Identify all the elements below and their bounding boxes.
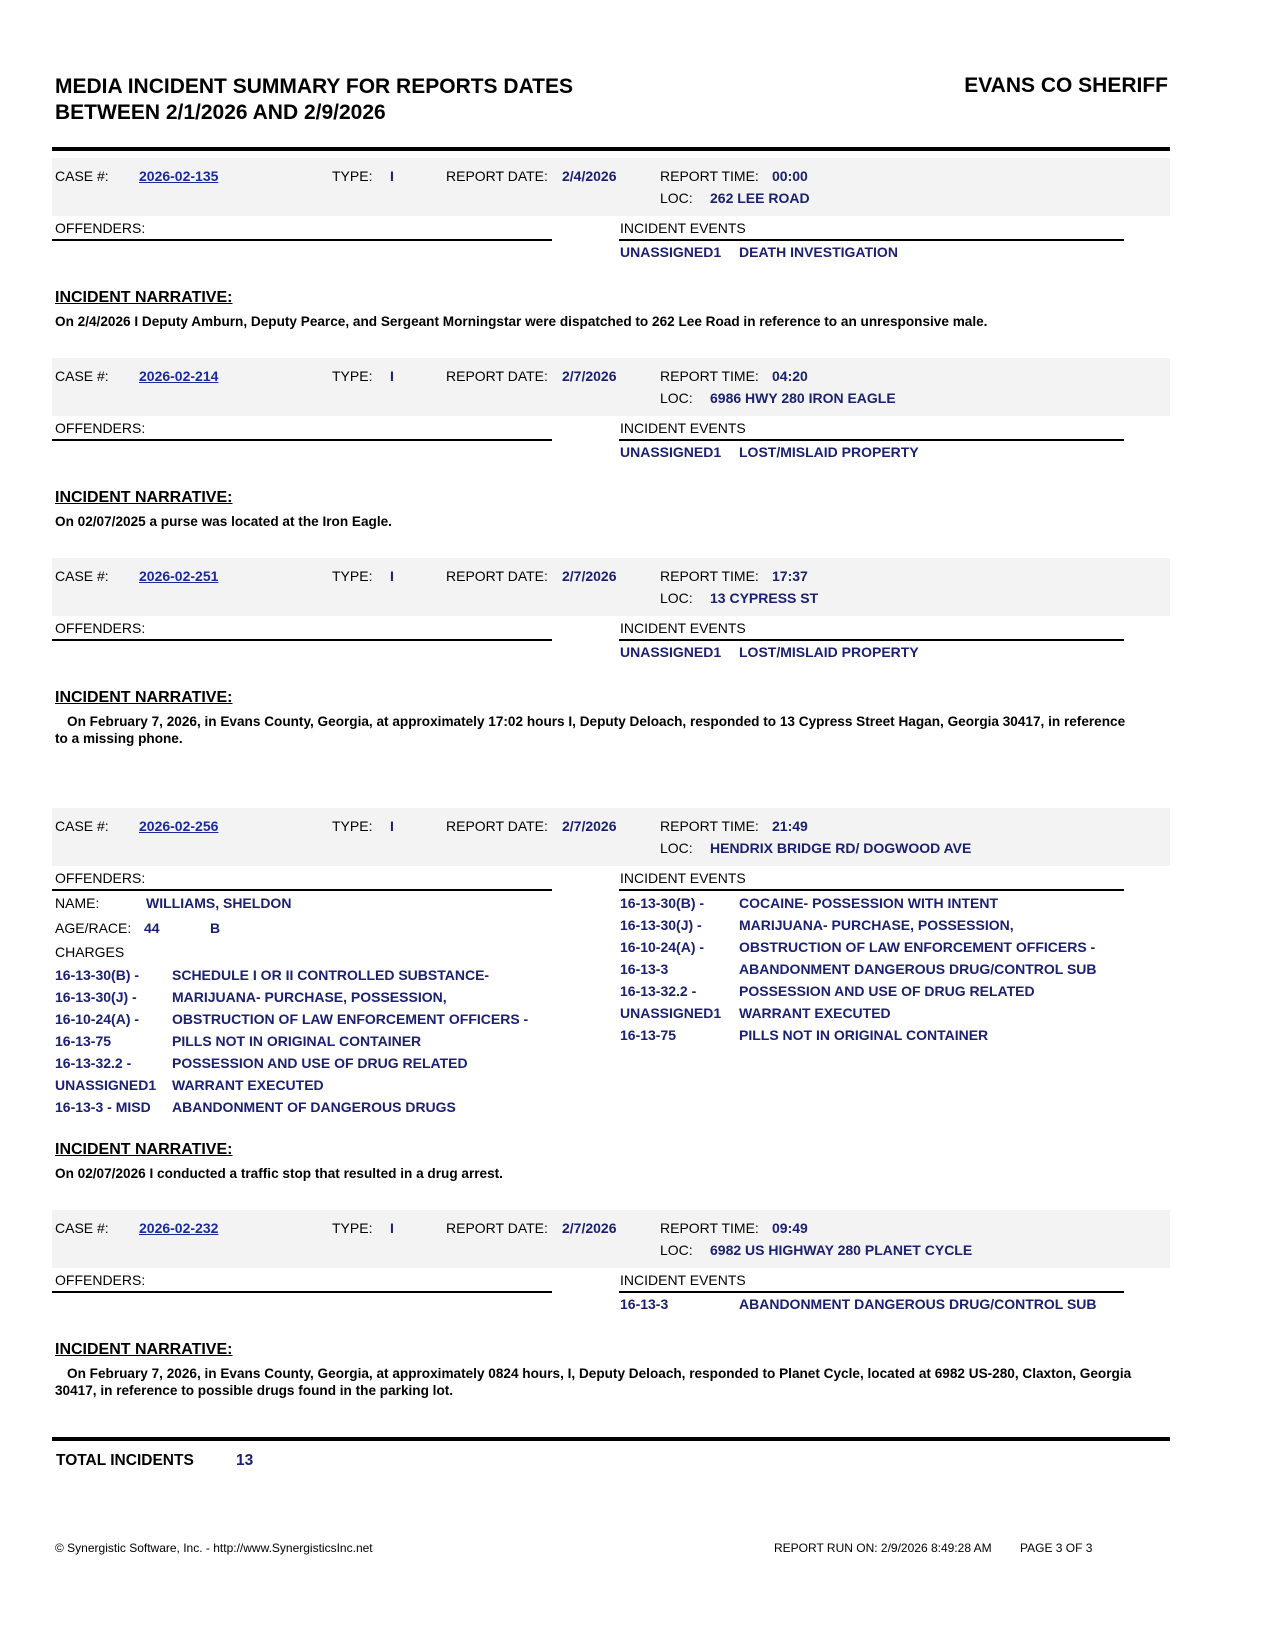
location-label: LOC: xyxy=(660,390,693,406)
charge-code: 16-10-24(A) - xyxy=(55,1011,140,1027)
case-number-link[interactable]: 2026-02-251 xyxy=(139,568,219,584)
charge-description: PILLS NOT IN ORIGINAL CONTAINER xyxy=(172,1033,422,1049)
offenders-rule xyxy=(52,239,552,241)
footer-run-date: REPORT RUN ON: 2/9/2026 8:49:28 AM xyxy=(774,1541,992,1555)
case-number-link[interactable]: 2026-02-214 xyxy=(139,368,219,384)
event-description: LOST/MISLAID PROPERTY xyxy=(739,644,919,660)
report-time-label: REPORT TIME: xyxy=(660,818,759,834)
offenders-label: OFFENDERS: xyxy=(55,420,146,436)
event-code: 16-13-3 xyxy=(620,961,669,977)
incident-events-label: INCIDENT EVENTS xyxy=(620,870,746,886)
report-date-value: 2/7/2026 xyxy=(562,568,617,584)
offenders-rule xyxy=(52,439,552,441)
report-date-label: REPORT DATE: xyxy=(446,168,548,184)
offender-race: B xyxy=(210,920,221,936)
report-time-value: 00:00 xyxy=(772,168,808,184)
type-label: TYPE: xyxy=(332,1220,373,1236)
narrative-heading: INCIDENT NARRATIVE: xyxy=(55,689,233,706)
offender-name-value: WILLIAMS, SHELDON xyxy=(146,895,292,911)
type-label: TYPE: xyxy=(332,568,373,584)
report-date-label: REPORT DATE: xyxy=(446,1220,548,1236)
charge-description: ABANDONMENT OF DANGEROUS DRUGS xyxy=(172,1099,456,1115)
location-value: 262 LEE ROAD xyxy=(710,190,810,206)
total-incidents-value: 13 xyxy=(236,1452,254,1469)
offender-name-label: NAME: xyxy=(55,895,100,911)
charge-code: 16-13-3 - MISD xyxy=(55,1099,151,1115)
event-description: ABANDONMENT DANGEROUS DRUG/CONTROL SUB xyxy=(739,1296,1097,1312)
case-info-band xyxy=(52,808,1170,866)
narrative-heading: INCIDENT NARRATIVE: xyxy=(55,1141,233,1158)
incident-events-label: INCIDENT EVENTS xyxy=(620,220,746,236)
case-number-label: CASE #: xyxy=(55,368,109,384)
event-code: 16-10-24(A) - xyxy=(620,939,705,955)
offenders-rule xyxy=(52,889,552,891)
charge-code: 16-13-32.2 - xyxy=(55,1055,132,1071)
offenders-label: OFFENDERS: xyxy=(55,220,146,236)
location-label: LOC: xyxy=(660,590,693,606)
case-number-label: CASE #: xyxy=(55,168,109,184)
narrative-heading: INCIDENT NARRATIVE: xyxy=(55,289,233,306)
case-number-label: CASE #: xyxy=(55,1220,109,1236)
type-value: I xyxy=(390,568,394,584)
report-time-label: REPORT TIME: xyxy=(660,168,759,184)
page-title-line2: BETWEEN 2/1/2026 AND 2/9/2026 xyxy=(55,101,386,124)
type-value: I xyxy=(390,818,394,834)
event-code: 16-13-3 xyxy=(620,1296,669,1312)
report-time-value: 21:49 xyxy=(772,818,808,834)
type-value: I xyxy=(390,1220,394,1236)
incident-events-rule xyxy=(619,239,1124,241)
location-label: LOC: xyxy=(660,1242,693,1258)
event-code: UNASSIGNED1 xyxy=(620,644,722,660)
total-incidents-label: TOTAL INCIDENTS xyxy=(56,1452,194,1469)
report-time-label: REPORT TIME: xyxy=(660,368,759,384)
location-value: 13 CYPRESS ST xyxy=(710,590,819,606)
report-date-value: 2/7/2026 xyxy=(562,818,617,834)
event-description: OBSTRUCTION OF LAW ENFORCEMENT OFFICERS - xyxy=(739,939,1096,955)
case-number-label: CASE #: xyxy=(55,818,109,834)
case-number-link[interactable]: 2026-02-256 xyxy=(139,818,219,834)
location-value: 6986 HWY 280 IRON EAGLE xyxy=(710,390,896,406)
case-info-band xyxy=(52,358,1170,416)
type-label: TYPE: xyxy=(332,168,373,184)
location-value: HENDRIX BRIDGE RD/ DOGWOOD AVE xyxy=(710,840,972,856)
narrative-text: On February 7, 2026, in Evans County, Georgia, at approximately 17:02 hours I, Deputy Deloach, responded to 13 Cypress Street Hagan, Georgia 30417, in reference to a missing phone. xyxy=(55,714,1126,746)
event-code: UNASSIGNED1 xyxy=(620,1005,722,1021)
type-label: TYPE: xyxy=(332,818,373,834)
charge-code: 16-13-30(B) - xyxy=(55,967,140,983)
event-description: POSSESSION AND USE OF DRUG RELATED xyxy=(739,983,1035,999)
event-description: LOST/MISLAID PROPERTY xyxy=(739,444,919,460)
type-value: I xyxy=(390,168,394,184)
charge-description: WARRANT EXECUTED xyxy=(172,1077,324,1093)
page-title-line1: MEDIA INCIDENT SUMMARY FOR REPORTS DATES xyxy=(55,75,574,98)
incident-events-label: INCIDENT EVENTS xyxy=(620,1272,746,1288)
offenders-rule xyxy=(52,639,552,641)
narrative-text: On 02/07/2026 I conducted a traffic stop that resulted in a drug arrest. xyxy=(55,1166,503,1181)
report-time-value: 17:37 xyxy=(772,568,808,584)
narrative-text: On 02/07/2025 a purse was located at the Iron Eagle. xyxy=(55,514,392,529)
report-date-value: 2/7/2026 xyxy=(562,368,617,384)
totals-divider xyxy=(52,1437,1170,1441)
offenders-label: OFFENDERS: xyxy=(55,870,146,886)
report-date-label: REPORT DATE: xyxy=(446,368,548,384)
charge-code: 16-13-30(J) - xyxy=(55,989,137,1005)
report-time-label: REPORT TIME: xyxy=(660,568,759,584)
location-label: LOC: xyxy=(660,190,693,206)
location-label: LOC: xyxy=(660,840,693,856)
charge-description: MARIJUANA- PURCHASE, POSSESSION, xyxy=(172,989,447,1005)
offenders-label: OFFENDERS: xyxy=(55,620,146,636)
report-date-value: 2/4/2026 xyxy=(562,168,617,184)
report-time-value: 04:20 xyxy=(772,368,808,384)
event-description: PILLS NOT IN ORIGINAL CONTAINER xyxy=(739,1027,989,1043)
event-code: 16-13-32.2 - xyxy=(620,983,697,999)
narrative-text: On February 7, 2026, in Evans County, Georgia, at approximately 0824 hours, I, Deputy Deloach, responded to Planet Cycle, located at 6982 US-280, Claxton, Georgia 30417, in reference to possible drugs found in the parking lot. xyxy=(55,1366,1132,1398)
location-value: 6982 US HIGHWAY 280 PLANET CYCLE xyxy=(710,1242,973,1258)
event-code: UNASSIGNED1 xyxy=(620,444,722,460)
header-divider xyxy=(52,147,1170,151)
event-code: 16-13-75 xyxy=(620,1027,677,1043)
case-number-link[interactable]: 2026-02-135 xyxy=(139,168,219,184)
incident-events-rule xyxy=(619,889,1124,891)
incident-events-label: INCIDENT EVENTS xyxy=(620,420,746,436)
type-value: I xyxy=(390,368,394,384)
type-label: TYPE: xyxy=(332,368,373,384)
event-description: WARRANT EXECUTED xyxy=(739,1005,891,1021)
case-info-band xyxy=(52,1210,1170,1268)
charges-label: CHARGES xyxy=(55,944,125,960)
event-code: 16-13-30(J) - xyxy=(620,917,702,933)
charge-code: 16-13-75 xyxy=(55,1033,112,1049)
narrative-heading: INCIDENT NARRATIVE: xyxy=(55,1341,233,1358)
charge-description: POSSESSION AND USE OF DRUG RELATED xyxy=(172,1055,468,1071)
narrative-heading: INCIDENT NARRATIVE: xyxy=(55,489,233,506)
page-title xyxy=(55,74,573,126)
offenders-rule xyxy=(52,1291,552,1293)
charge-code: UNASSIGNED1 xyxy=(55,1077,157,1093)
report-date-value: 2/7/2026 xyxy=(562,1220,617,1236)
case-info-band xyxy=(52,158,1170,216)
event-description: DEATH INVESTIGATION xyxy=(739,244,898,260)
report-time-label: REPORT TIME: xyxy=(660,1220,759,1236)
incident-events-rule xyxy=(619,439,1124,441)
event-description: COCAINE- POSSESSION WITH INTENT xyxy=(739,895,999,911)
case-info-band xyxy=(52,558,1170,616)
footer-copyright: © Synergistic Software, Inc. - http://www.SynergisticsInc.net xyxy=(55,1541,373,1555)
report-date-label: REPORT DATE: xyxy=(446,818,548,834)
offender-age: 44 xyxy=(144,920,160,936)
event-description: MARIJUANA- PURCHASE, POSSESSION, xyxy=(739,917,1014,933)
event-description: ABANDONMENT DANGEROUS DRUG/CONTROL SUB xyxy=(739,961,1097,977)
report-date-label: REPORT DATE: xyxy=(446,568,548,584)
charge-description: OBSTRUCTION OF LAW ENFORCEMENT OFFICERS - xyxy=(172,1011,529,1027)
charge-description: SCHEDULE I OR II CONTROLLED SUBSTANCE- xyxy=(172,967,490,983)
incident-events-rule xyxy=(619,639,1124,641)
age-race-label: AGE/RACE: xyxy=(55,920,132,936)
narrative-text: On 2/4/2026 I Deputy Amburn, Deputy Pearce, and Sergeant Morningstar were dispatched to 262 Lee Road in reference to an unresponsive male. xyxy=(55,314,988,329)
event-code: UNASSIGNED1 xyxy=(620,244,722,260)
incident-events-rule xyxy=(619,1291,1124,1293)
event-code: 16-13-30(B) - xyxy=(620,895,705,911)
incident-events-label: INCIDENT EVENTS xyxy=(620,620,746,636)
footer-page-number: PAGE 3 OF 3 xyxy=(1020,1541,1093,1555)
report-time-value: 09:49 xyxy=(772,1220,808,1236)
case-number-label: CASE #: xyxy=(55,568,109,584)
agency-name: EVANS CO SHERIFF xyxy=(964,74,1168,97)
case-number-link[interactable]: 2026-02-232 xyxy=(139,1220,219,1236)
offenders-label: OFFENDERS: xyxy=(55,1272,146,1288)
